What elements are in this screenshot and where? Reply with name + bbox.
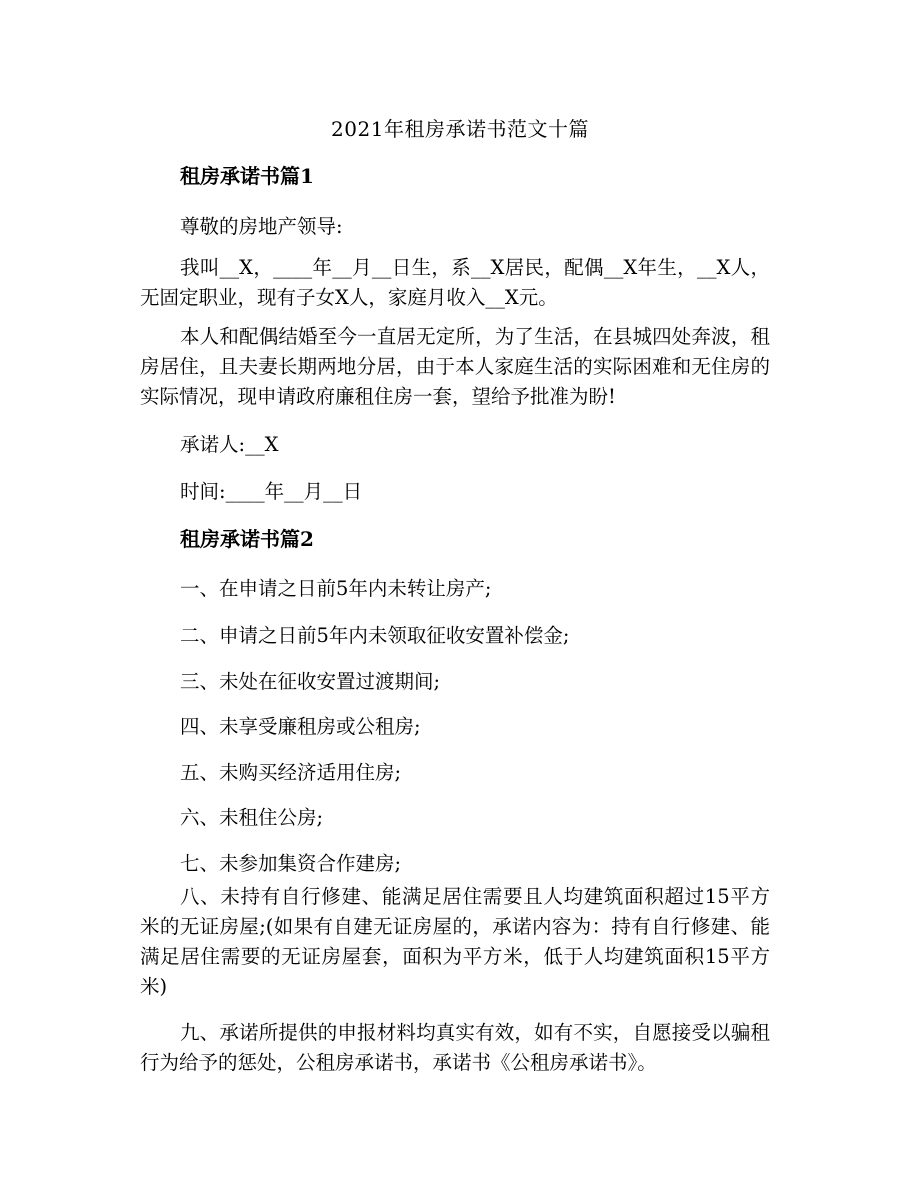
list-item: 六、未租住公房; bbox=[180, 806, 324, 829]
list-item: 二、申请之日前5年内未领取征收安置补偿金; bbox=[180, 624, 570, 647]
paragraph-application-reason: 本人和配偶结婚至今一直居无定所，为了生活，在县城四处奔波，租房居住，且夫妻长期两地分居，由于本人家庭生活的实际困难和无住房的实际情况，现申请政府廉租住房一套，望给予批准为盼! bbox=[140, 325, 770, 408]
list-item: 七、未参加集资合作建房; bbox=[180, 852, 402, 875]
document-title: 2021年租房承诺书范文十篇 bbox=[331, 117, 589, 141]
section-2-heading: 租房承诺书篇2 bbox=[180, 527, 314, 551]
list-item: 一、在申请之日前5年内未转让房产; bbox=[180, 577, 492, 600]
paragraph-personal-info: 我叫__X，____年__月__日生，系__X居民，配偶__X年生，__X人，无固定职业，现有子女X人，家庭月收入__X元。 bbox=[140, 256, 770, 309]
signer-line: 承诺人:__X bbox=[180, 433, 279, 456]
list-item: 四、未享受廉租房或公租房; bbox=[180, 715, 421, 738]
paragraph-item-8: 八、未持有自行修建、能满足居住需要且人均建筑面积超过15平方米的无证房屋;(如果有自建无证房屋的，承诺内容为：持有自行修建、能满足居住需要的无证房屋套，面积为平方米，低于人均建筑面积15平方米) bbox=[140, 885, 770, 998]
salutation: 尊敬的房地产领导: bbox=[180, 215, 343, 238]
list-item: 三、未处在征收安置过渡期间; bbox=[180, 670, 441, 693]
section-1-heading: 租房承诺书篇1 bbox=[180, 164, 314, 188]
paragraph-item-9: 九、承诺所提供的申报材料均真实有效，如有不实，自愿接受以骗租行为给予的惩处，公租房承诺书，承诺书《公租房承诺书》。 bbox=[140, 1021, 770, 1074]
list-item: 五、未购买经济适用住房; bbox=[180, 761, 402, 784]
date-line: 时间:____年__月__日 bbox=[180, 480, 363, 503]
